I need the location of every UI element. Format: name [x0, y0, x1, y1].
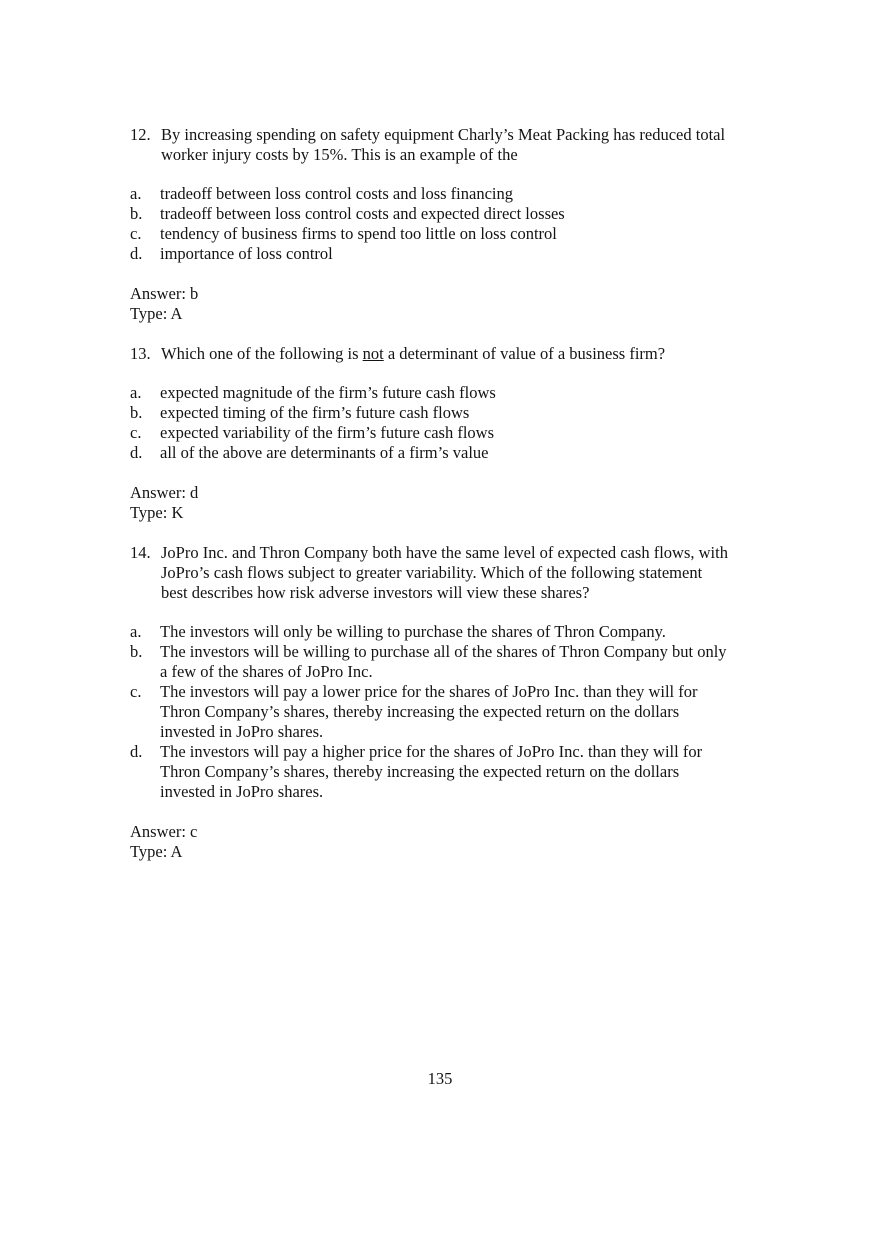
answer-line: Answer: d [130, 483, 199, 502]
question-12 [130, 125, 730, 324]
answer-line: Answer: b [130, 284, 199, 303]
option-letter: c. [130, 682, 142, 701]
option-c [130, 423, 730, 443]
options-list [130, 184, 730, 264]
emphasized-word: not [362, 344, 384, 363]
option-letter: d. [130, 742, 143, 761]
option-a [130, 383, 730, 403]
option-c [130, 224, 730, 244]
type-line: Type: A [130, 304, 183, 323]
option-text: tradeoff between loss control costs and loss financing [160, 184, 513, 203]
option-letter: b. [130, 403, 143, 422]
question-number: 13. [130, 344, 151, 363]
option-c [130, 682, 730, 742]
option-text: expected variability of the firm’s future cash flows [160, 423, 495, 442]
option-text: all of the above are determinants of a firm’s value [160, 443, 489, 462]
option-a [130, 622, 730, 642]
option-letter: d. [130, 443, 143, 462]
question-text-end: a determinant of value of a business firm? [383, 344, 666, 363]
question-text [161, 344, 730, 364]
option-d [130, 244, 730, 264]
question-13 [130, 344, 730, 523]
option-letter: c. [130, 423, 142, 442]
option-letter: a. [130, 383, 142, 402]
question-text: By increasing spending on safety equipment Charly’s Meat Packing has reduced total worker injury costs by 15%. This is an example of the [161, 125, 726, 164]
option-text: expected magnitude of the firm’s future cash flows [160, 383, 496, 402]
option-text: The investors will be willing to purchase all of the shares of Thron Company but only a few of the shares of JoPro Inc. [160, 642, 727, 681]
option-b [130, 403, 730, 423]
option-letter: a. [130, 184, 142, 203]
answer-block [130, 483, 730, 523]
option-letter: a. [130, 622, 142, 641]
option-text: expected timing of the firm’s future cash flows [160, 403, 470, 422]
type-line: Type: K [130, 503, 184, 522]
option-text: tradeoff between loss control costs and expected direct losses [160, 204, 565, 223]
option-letter: c. [130, 224, 142, 243]
option-text: The investors will only be willing to purchase the shares of Thron Company. [160, 622, 666, 641]
options-list [130, 383, 730, 463]
question-number: 14. [130, 543, 151, 562]
option-d [130, 443, 730, 463]
page-number: 135 [427, 1069, 453, 1088]
option-letter: b. [130, 642, 143, 661]
options-list [130, 622, 730, 802]
question-text: JoPro Inc. and Thron Company both have the same level of expected cash flows, with JoPro’s cash flows subject to greater variability. Which of the following statement best describes how risk adverse investors will view these shares? [161, 543, 728, 602]
question-number: 12. [130, 125, 151, 144]
option-text: tendency of business firms to spend too little on loss control [160, 224, 557, 243]
question-stem [130, 125, 730, 165]
question-text-start: Which one of the following is [161, 344, 363, 363]
option-letter: b. [130, 204, 143, 223]
option-text: The investors will pay a lower price for the shares of JoPro Inc. than they will for Thron Company’s shares, thereby increasing the expected return on the dollars invested in JoPro shares. [160, 682, 698, 741]
option-b [130, 204, 730, 224]
question-14 [130, 543, 730, 862]
option-text: importance of loss control [160, 244, 333, 263]
option-d [130, 742, 730, 802]
option-b [130, 642, 730, 682]
answer-line: Answer: c [130, 822, 198, 841]
question-stem [130, 344, 730, 364]
option-a [130, 184, 730, 204]
question-stem [130, 543, 730, 603]
option-letter: d. [130, 244, 143, 263]
option-text: The investors will pay a higher price for the shares of JoPro Inc. than they will for Thron Company’s shares, thereby increasing the expected return on the dollars invested in JoPro shares. [160, 742, 703, 801]
answer-block [130, 822, 730, 862]
type-line: Type: A [130, 842, 183, 861]
answer-block [130, 284, 730, 324]
